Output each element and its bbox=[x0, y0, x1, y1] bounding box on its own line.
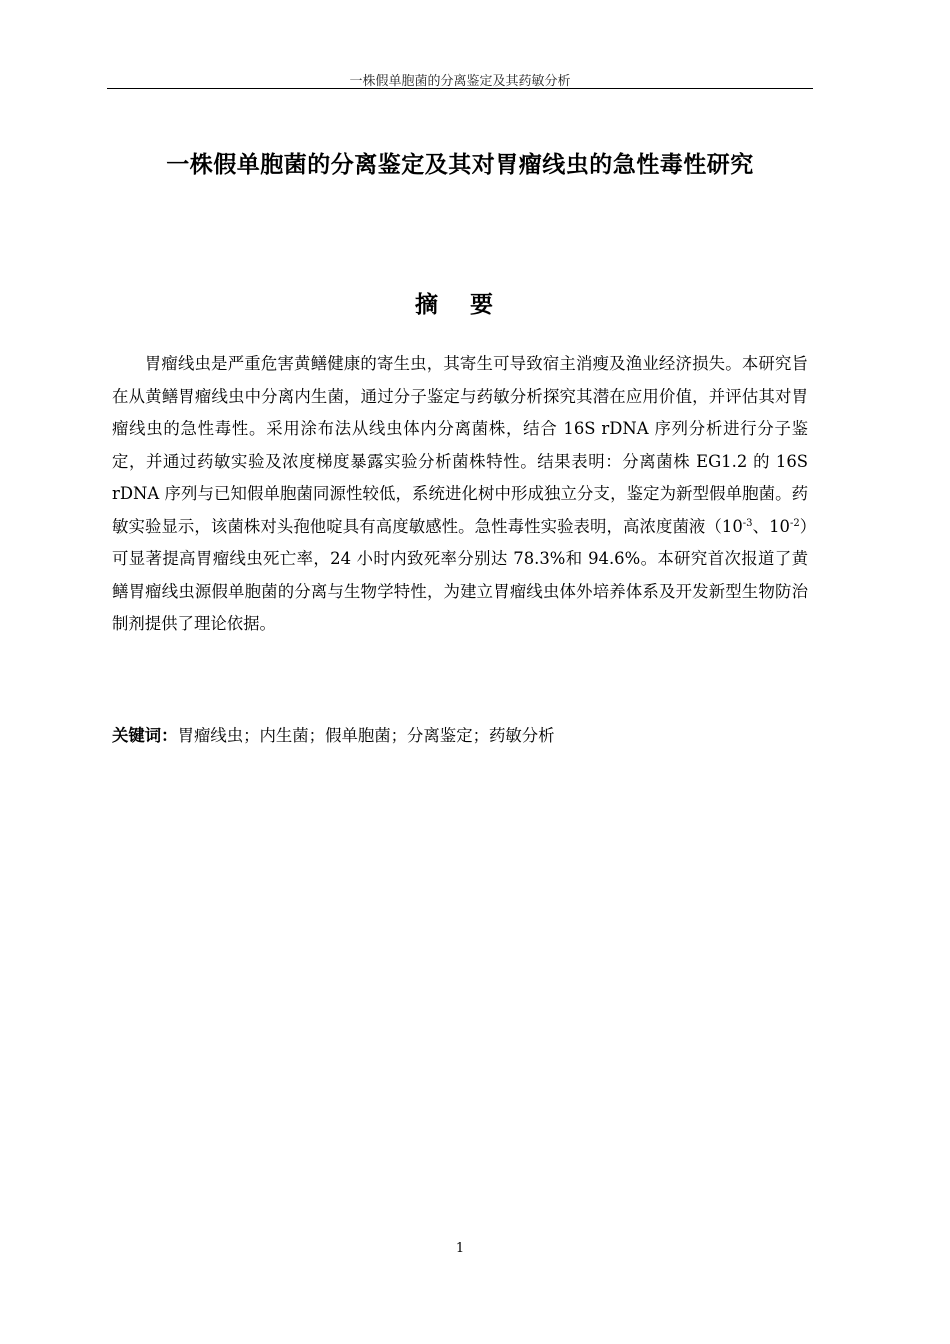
abstract-text-part2: 、10 bbox=[752, 516, 790, 536]
header-divider bbox=[107, 88, 813, 89]
running-header: 一株假单胞菌的分离鉴定及其药敏分析 bbox=[349, 74, 571, 89]
abstract-heading: 摘 要 bbox=[414, 292, 505, 318]
keywords-text: 胃瘤线虫；内生菌；假单胞菌；分离鉴定；药敏分析 bbox=[177, 726, 555, 745]
exponent-2: -2 bbox=[789, 517, 800, 529]
document-title: 一株假单胞菌的分离鉴定及其对胃瘤线虫的急性毒性研究 bbox=[166, 152, 754, 178]
keywords-label: 关键词： bbox=[112, 726, 178, 745]
abstract-paragraph bbox=[112, 348, 808, 641]
abstract-text-part1: 胃瘤线虫是严重危害黄鳝健康的寄生虫，其寄生可导致宿主消瘦及渔业经济损失。本研究旨在从黄鳝胃瘤线虫中分离内生菌，通过分子鉴定与药敏分析探究其潜在应用价值，并评估其对胃瘤线虫的急性毒性。采用涂布法从线虫体内分离菌株，结合 16S rDNA 序列分析进行分子鉴定，并通过药敏实验及浓度梯度暴露实验分析菌株特性。结果表明：分离菌株 EG1.2 的 16S rDNA 序列与已知假单胞菌同源性较低，系统进化树中形成独立分支，鉴定为新型假单胞菌。药敏实验显示，该菌株对头孢他啶具有高度敏感性。急性毒性实验表明，高浓度菌液（10 bbox=[112, 354, 808, 536]
abstract-text-part3: ）可显著提高胃瘤线虫死亡率，24 小时内致死率分别达 78.3%和 94.6%。本研究首次报道了黄鳝胃瘤线虫源假单胞菌的分离与生物学特性，为建立胃瘤线虫体外培养体系及开发新型生物防治制剂提供了理论依据。 bbox=[112, 516, 808, 633]
page-number: 1 bbox=[455, 1241, 465, 1256]
keywords-line bbox=[112, 722, 808, 750]
exponent-1: -3 bbox=[742, 517, 753, 529]
